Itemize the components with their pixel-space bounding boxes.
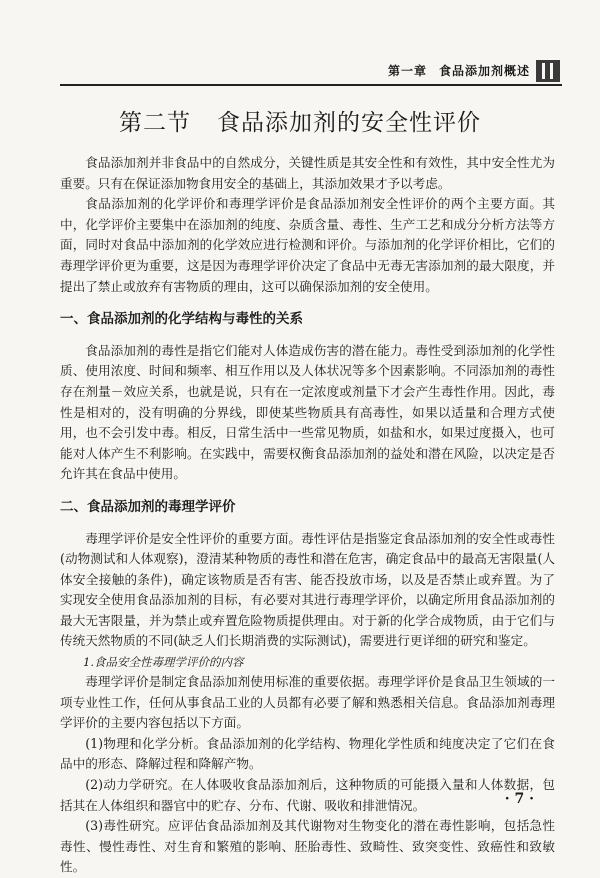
section-title-text: 食品添加剂的安全性评价: [217, 110, 481, 136]
list-item-toxicity: (3)毒性研究。应评估食品添加剂及其代谢物对生物变化的潜在毒性影响，包括急性毒性、慢性毒性、对生育和繁殖的影响、胚胎毒性、致畸性、致突变性、致癌性和致敏性。: [60, 818, 555, 875]
intro-paragraph-1: 食品添加剂并非食品中的自然成分，关键性质是其安全性和有效性，其中安全性尤为重要。只有在保证添加物食用安全的基础上，其添加效果才予以考虑。: [60, 155, 555, 191]
page-number: · 7 ·: [504, 791, 534, 807]
intro-paragraph-2: 食品添加剂的化学评价和毒理学评价是食品添加剂安全性评价的两个主要方面。其中，化学评价主要集中在添加剂的纯度、杂质含量、毒性、生产工艺和成分分析方法等方面，同时对食品中添加剂的化学效应进行检测和评价。与添加剂的化学评价相比，它们的毒理学评价更为重要，这是因为毒理学评价决定了食品中无毒无害添加剂的最大限度，并提出了禁止或放弃有害物质的理由，这可以确保添加剂的安全使用。: [60, 196, 555, 294]
section-number: 第二节: [119, 110, 191, 136]
chapter-marker-icon: [536, 60, 560, 82]
header-divider: [60, 84, 562, 86]
chapter-number: 第一章: [387, 64, 427, 78]
part2-paragraph-1: 毒理学评价是安全性评价的重要方面。毒性评估是指鉴定食品添加剂的安全性或毒性(动物测试和人体观察)，澄清某种物质的毒性和潜在危害，确定食品中的最高无害限量(人体安全接触的条件)，确定该物质是否有害、能否投放市场，以及是否禁止或弃置。为了实现安全使用食品添加剂的目标，有必要对其进行毒理学评价，以确定所用食品添加剂的最大无害限量，并为禁止或弃置危险物质提供理由。对于新的化学合成物质，由于它们与传统天然物质的不同(缺乏人们长期消费的实际测试)，需要进行更详细的研究和鉴定。: [60, 530, 555, 649]
part2-subheading: 1.食品安全性毒理学评价的内容: [83, 655, 244, 670]
part1-paragraph-1: 食品添加剂的毒性是指它们能对人体造成伤害的潜在能力。毒性受到添加剂的化学性质、使用浓度、时间和频率、相互作用以及人体状况等多个因素影响。不同添加剂的毒性存在剂量－效应关系，也就是说，只有在一定浓度或剂量下才会产生毒性作用。因此，毒性是相对的，没有明确的分界线，即使某些物质具有高毒性，如果以适量和合理方式使用，也不会引发中毒。相反，日常生活中一些常见物质，如盐和水，如果过度摄入，也可能对人体产生不利影响。在实践中，需要权衡食品添加剂的益处和潜在风险，以决定是否允许其在食品中使用。: [60, 342, 555, 482]
running-header: [388, 62, 530, 79]
body-text: [60, 153, 555, 878]
list-item-kinetics: (2)动力学研究。在人体吸收食品添加剂后，这种物质的可能摄入量和人体数据，包括其在人体组织和器官中的贮存、分布、代谢、吸收和排泄情况。: [60, 777, 555, 813]
section-title: [0, 104, 600, 137]
part2-paragraph-2: 毒理学评价是制定食品添加剂使用标准的重要依据。毒理学评价是食品卫生领域的一项专业性工作，任何从事食品工业的人员都有必要了解和熟悉相关信息。食品添加剂毒理学评价的主要内容包括以下方面。: [60, 674, 555, 731]
part2-heading: 二、食品添加剂的毒理学评价: [60, 498, 236, 515]
part1-heading: 一、食品添加剂的化学结构与毒性的关系: [60, 311, 303, 328]
chapter-title: 食品添加剂概述: [438, 64, 530, 78]
list-item-physical-chemical: (1)物理和化学分析。食品添加剂的化学结构、物理化学性质和纯度决定了它们在食品中的形态、降解过程和降解产物。: [60, 735, 555, 772]
